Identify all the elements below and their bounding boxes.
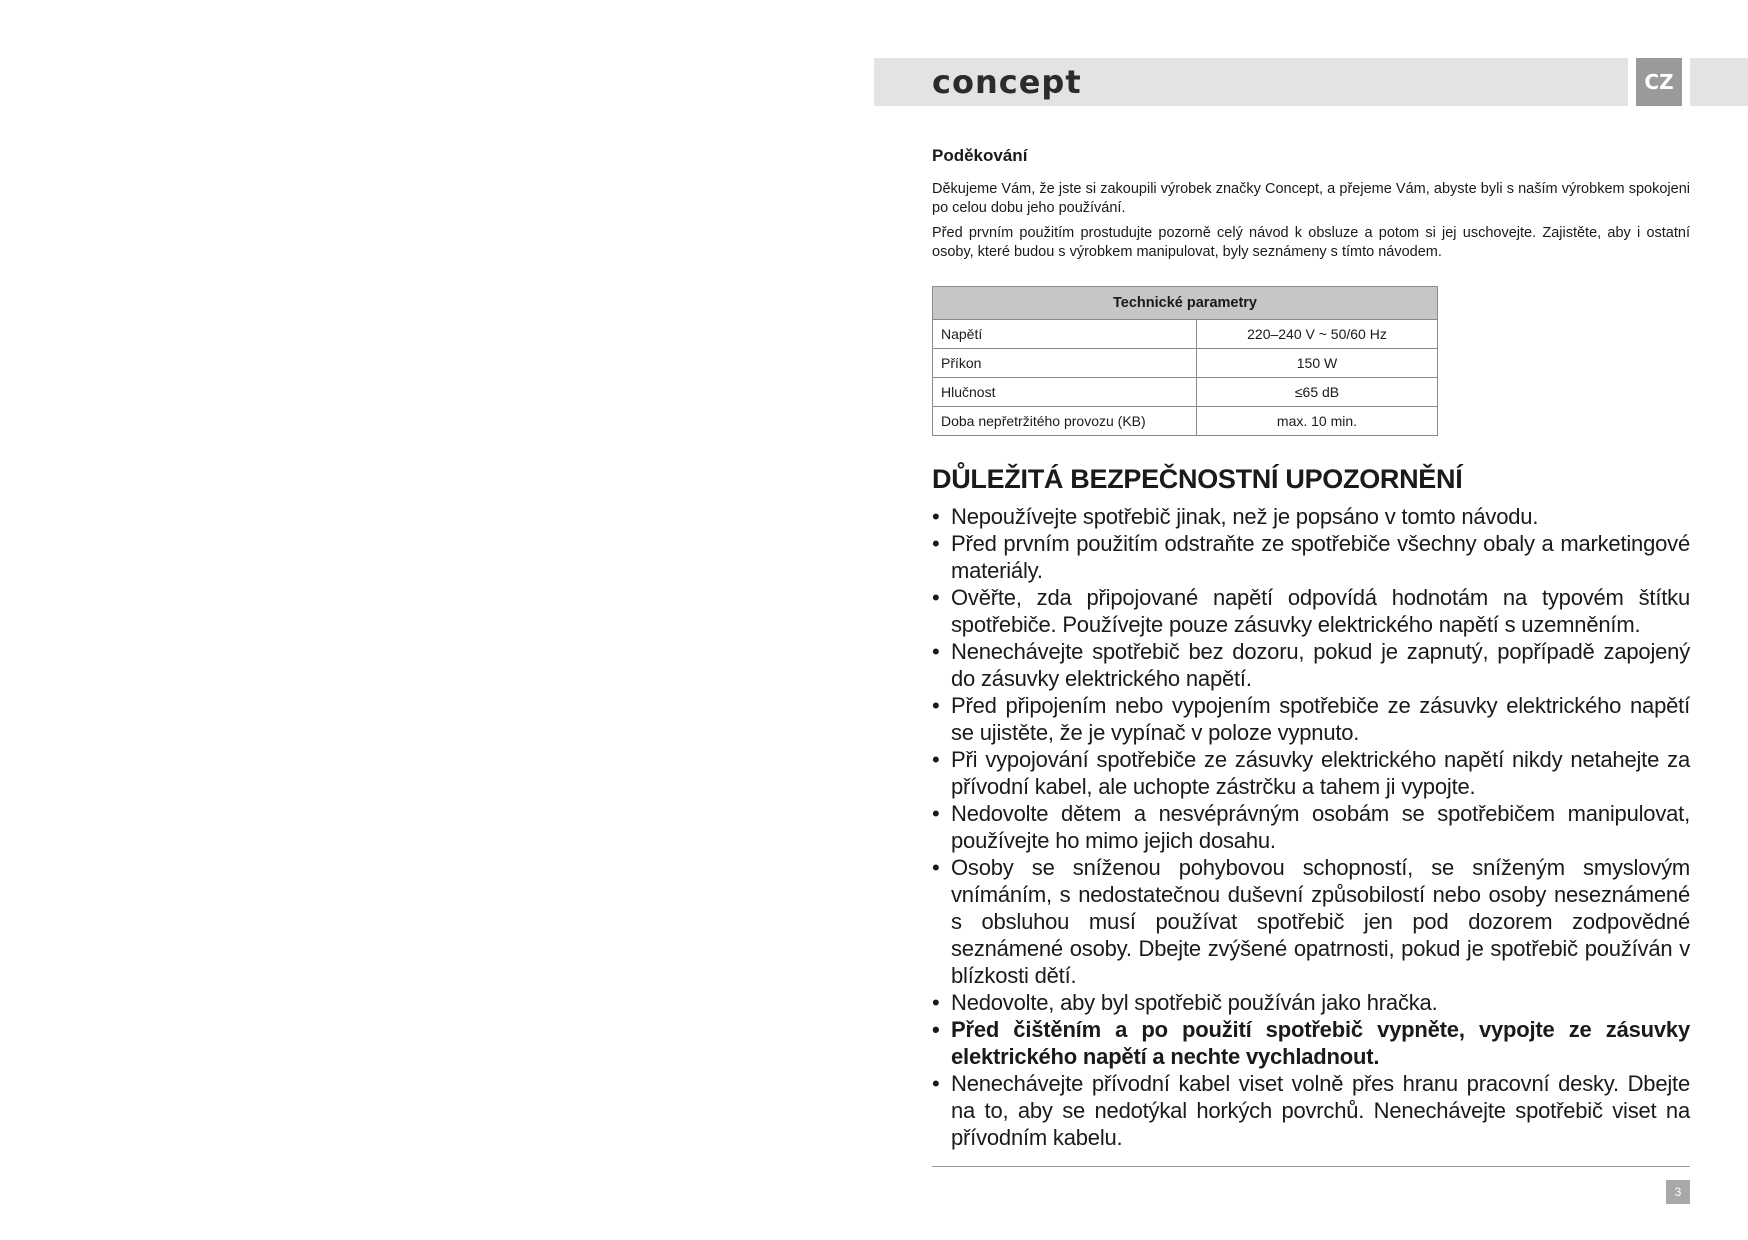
list-item xyxy=(932,854,1690,989)
footer-divider xyxy=(932,1166,1690,1167)
list-item-text: Nenechávejte spotřebič bez dozoru, pokud je zapnutý, popřípadě zapojený do zásuvky elektrického napětí. xyxy=(951,639,1690,691)
list-item xyxy=(932,1070,1690,1151)
table-title: Technické parametry xyxy=(933,287,1438,320)
param-value: 150 W xyxy=(1197,349,1438,378)
param-value: 220–240 V ~ 50/60 Hz xyxy=(1197,320,1438,349)
list-item-text: Nedovolte, aby byl spotřebič používán jako hračka. xyxy=(951,990,1438,1015)
param-value: max. 10 min. xyxy=(1197,407,1438,436)
list-item xyxy=(932,584,1690,638)
language-badge: CZ xyxy=(1636,58,1682,106)
param-value: ≤65 dB xyxy=(1197,378,1438,407)
list-item-text: Před prvním použitím odstraňte ze spotřebiče všechny obaly a marketingové materiály. xyxy=(951,531,1690,583)
list-item xyxy=(932,989,1690,1016)
brand-logo: concept xyxy=(932,63,1082,101)
thanks-paragraph: Před prvním použitím prostudujte pozorně celý návod k obsluze a potom si jej uschovejte. Zajistěte, aby i ostatní osoby, které budou s výrobkem manipulovat, byly seznámeny s tímto návodem. xyxy=(932,225,1690,260)
list-item-text: Osoby se sníženou pohybovou schopností, se sníženým smyslovým vnímáním, s nedostatečnou duševní způsobilostí nebo osoby neseznámené s obsluhou musí používat spotřebič jen pod dozorem zodpovědné seznámené osoby. Dbejte zvýšené opatrnosti, pokud je spotřebič používán v blízkosti dětí. xyxy=(951,855,1690,988)
tech-params-table xyxy=(932,286,1438,436)
list-item xyxy=(932,530,1690,584)
list-item-text: Ověřte, zda připojované napětí odpovídá hodnotám na typovém štítku spotřebiče. Používejte pouze zásuvky elektrického napětí s uzemněním. xyxy=(951,585,1690,637)
bullet-icon: • xyxy=(932,531,940,556)
list-item-text: Před čištěním a po použití spotřebič vypněte, vypojte ze zásuvky elektrického napětí a nechte vychladnout. xyxy=(951,1017,1690,1069)
param-label: Příkon xyxy=(933,349,1197,378)
table-row xyxy=(933,320,1438,349)
page-number: 3 xyxy=(1666,1180,1690,1204)
list-item xyxy=(932,800,1690,854)
list-item-text: Nepoužívejte spotřebič jinak, než je popsáno v tomto návodu. xyxy=(951,504,1539,529)
page-content xyxy=(932,140,1690,1151)
param-label: Doba nepřetržitého provozu (KB) xyxy=(933,407,1197,436)
bullet-icon: • xyxy=(932,504,940,529)
table-row xyxy=(933,407,1438,436)
bullet-icon: • xyxy=(932,990,940,1015)
safety-list xyxy=(932,503,1690,1151)
bullet-icon: • xyxy=(932,639,940,664)
thanks-heading: Poděkování xyxy=(932,146,1028,165)
list-item-emphasized xyxy=(932,1016,1690,1070)
list-item xyxy=(932,638,1690,692)
table-row xyxy=(933,349,1438,378)
list-item-text: Před připojením nebo vypojením spotřebiče ze zásuvky elektrického napětí se ujistěte, že je vypínač v poloze vypnuto. xyxy=(951,693,1690,745)
list-item xyxy=(932,503,1690,530)
list-item xyxy=(932,746,1690,800)
bullet-icon: • xyxy=(932,1017,940,1042)
list-item-text: Nenechávejte přívodní kabel viset volně přes hranu pracovní desky. Dbejte na to, aby se nedotýkal horkých povrchů. Nenechávejte spotřebič viset na přívodním kabelu. xyxy=(951,1071,1690,1150)
bullet-icon: • xyxy=(932,585,940,610)
header-bar-end xyxy=(1690,58,1748,106)
param-label: Napětí xyxy=(933,320,1197,349)
safety-heading: DŮLEŽITÁ BEZPEČNOSTNÍ UPOZORNĚNÍ xyxy=(932,464,1463,494)
thanks-paragraph: Děkujeme Vám, že jste si zakoupili výrobek značky Concept, a přejeme Vám, abyste byli s naším výrobkem spokojeni po celou dobu jeho používání. xyxy=(932,181,1690,216)
list-item-text: Nedovolte dětem a nesvéprávným osobám se spotřebičem manipulovat, používejte ho mimo jejich dosahu. xyxy=(951,801,1690,853)
table-row xyxy=(933,378,1438,407)
bullet-icon: • xyxy=(932,801,940,826)
bullet-icon: • xyxy=(932,855,940,880)
param-label: Hlučnost xyxy=(933,378,1197,407)
list-item xyxy=(932,692,1690,746)
bullet-icon: • xyxy=(932,693,940,718)
bullet-icon: • xyxy=(932,1071,940,1096)
list-item-text: Při vypojování spotřebiče ze zásuvky elektrického napětí nikdy netahejte za přívodní kabel, ale uchopte zástrčku a tahem ji vypojte. xyxy=(951,747,1690,799)
bullet-icon: • xyxy=(932,747,940,772)
